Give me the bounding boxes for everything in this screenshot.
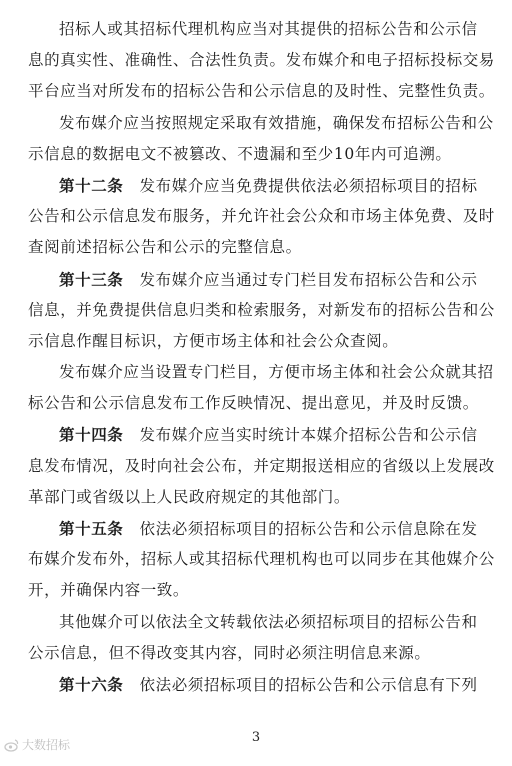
- text-line: [28, 264, 492, 295]
- text-line: [28, 45, 495, 76]
- text-segment: 发布媒介应当实时统计本媒介招标公告和公示信: [123, 426, 478, 445]
- text-segment: 依法必须招标项目的招标公告和公示信息有下列: [123, 675, 478, 694]
- text-line: [28, 575, 492, 606]
- text-line: [28, 513, 492, 544]
- weibo-like-logo-icon: [4, 737, 20, 753]
- text-segment: 查阅前述招标公告和公示的完整信息。: [28, 238, 302, 257]
- text-segment: 发布媒介应当按照规定采取有效措施，确保发布招标公告和公: [59, 113, 494, 132]
- article-heading: 第十五条: [59, 519, 124, 538]
- text-segment: 公示信息，但不得改变其内容，同时必须注明信息来源。: [28, 643, 431, 662]
- text-line: [28, 357, 492, 388]
- watermark: [4, 736, 70, 753]
- text-line: [28, 419, 492, 450]
- text-line: [28, 201, 495, 232]
- text-segment: 布媒介发布外，招标人或其招标代理机构也可以同步在其他媒介公: [28, 550, 495, 569]
- text-segment: 革部门或省级以上人民政府规定的其他部门。: [28, 487, 351, 506]
- text-segment: 其他媒介可以依法全文转载依法必须招标项目的招标公告和: [59, 612, 478, 631]
- article-heading: 第十四条: [59, 425, 124, 445]
- text-segment: 发布媒介应当设置专门栏目，方便市场主体和社会公众就其招: [59, 363, 494, 382]
- text-line: [28, 76, 495, 107]
- text-segment: 示信息的数据电文不被篡改、不遗漏和至少10年内可追溯。: [28, 144, 452, 163]
- text-line: [28, 14, 492, 45]
- text-line: [28, 544, 495, 575]
- text-line: [28, 607, 492, 638]
- text-segment: 发布媒介应当免费提供依法必须招标项目的招标: [123, 176, 478, 195]
- text-line: [28, 638, 492, 669]
- text-segment: 标公告和公示信息发布工作反映情况、提出意见，并及时反馈。: [28, 394, 479, 413]
- text-segment: 息发布情况，及时向社会公布，并定期报送相应的省级以上发展改: [28, 456, 495, 475]
- text-line: [28, 139, 492, 170]
- text-line: [28, 388, 492, 419]
- text-segment: 信息，并免费提供信息归类和检索服务，对新发布的招标公告和公: [28, 300, 495, 319]
- text-segment: 公告和公示信息发布服务，并允许社会公众和市场主体免费、及时: [28, 207, 495, 226]
- text-line: [28, 669, 492, 700]
- article-heading: 第十三条: [59, 269, 124, 289]
- text-line: [28, 451, 495, 482]
- text-line: [28, 170, 492, 201]
- article-heading: 第十二条: [59, 175, 124, 195]
- text-segment: 平台应当对所发布的招标公告和公示信息的及时性、完整性负责。: [28, 82, 495, 101]
- text-segment: 发布媒介应当通过专门栏目发布招标公告和公示: [123, 270, 478, 289]
- text-line: [28, 108, 492, 139]
- document-body: [28, 14, 495, 700]
- text-line: [28, 482, 492, 513]
- text-segment: 招标人或其招标代理机构应当对其提供的招标公告和公示信: [59, 20, 478, 38]
- text-line: [28, 232, 492, 263]
- article-heading: 第十六条: [59, 674, 124, 694]
- watermark-text: 大数招标: [22, 738, 71, 752]
- page-number: 3: [251, 730, 261, 745]
- text-segment: 示信息作醒目标识，方便市场主体和社会公众查阅。: [28, 331, 399, 350]
- text-segment: 依法必须招标项目的招标公告和公示信息除在发: [123, 520, 478, 538]
- text-line: [28, 295, 495, 326]
- text-segment: 开，并确保内容一致。: [28, 581, 190, 600]
- text-line: [28, 326, 492, 357]
- text-segment: 息的真实性、准确性、合法性负责。发布媒介和电子招标投标交易: [28, 51, 495, 70]
